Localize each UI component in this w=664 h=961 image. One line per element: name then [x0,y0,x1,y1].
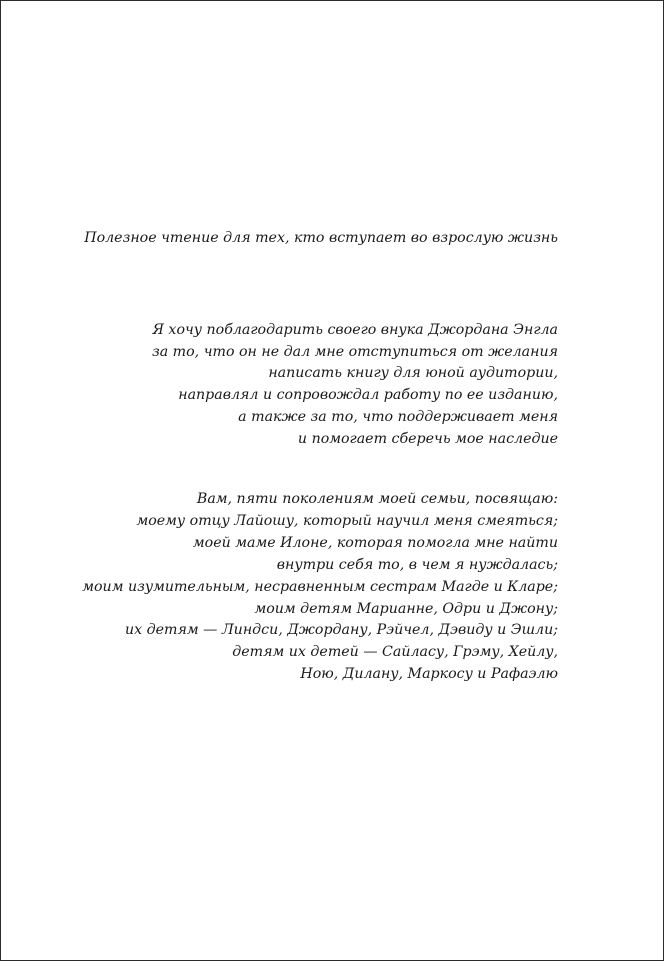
acknowledgement-line: написать книгу для юной аудитории, [268,365,558,382]
dedication-line: моей маме Илоне, которая помогла мне найти [192,534,558,551]
dedication-line: моим изумительным, несравненным сестрам Магде и Кларе; [82,578,558,595]
acknowledgement-line: и помогает сберечь мое наследие [297,430,558,447]
dedication-line: детям их детей — Сайласу, Грэму, Хейлу, [232,644,558,661]
acknowledgement-line: Я хочу поблагодарить своего внука Джордана Энгла [152,322,558,338]
acknowledgement-line: за то, что он не дал мне отступиться от желания [151,343,558,360]
dedication-line: Ною, Дилану, Маркосу и Рафаэлю [300,666,558,683]
epigraph [84,228,558,249]
dedication-line: внутри себя то, в чем я нуждалась; [276,556,558,573]
acknowledgement-line: а также за то, что поддерживает меня [238,408,558,425]
dedication-line: Вам, пяти поколениям моей семьи, посвящаю: [196,491,558,507]
dedication-line: моим детям Марианне, Одри и Джону; [254,600,558,617]
dedication-line: их детям — Линдси, Джордану, Рэйчел, Дэвиду и Эшли; [124,622,558,639]
acknowledgement-line: направлял и сопровождал работу по ее изданию, [178,387,558,404]
epigraph-line: Полезное чтение для тех, кто вступает во взрослую жизнь [84,230,558,246]
dedication [82,489,558,686]
acknowledgement [152,320,558,450]
dedication-line: моему отцу Лайошу, который научил меня смеяться; [136,512,558,529]
